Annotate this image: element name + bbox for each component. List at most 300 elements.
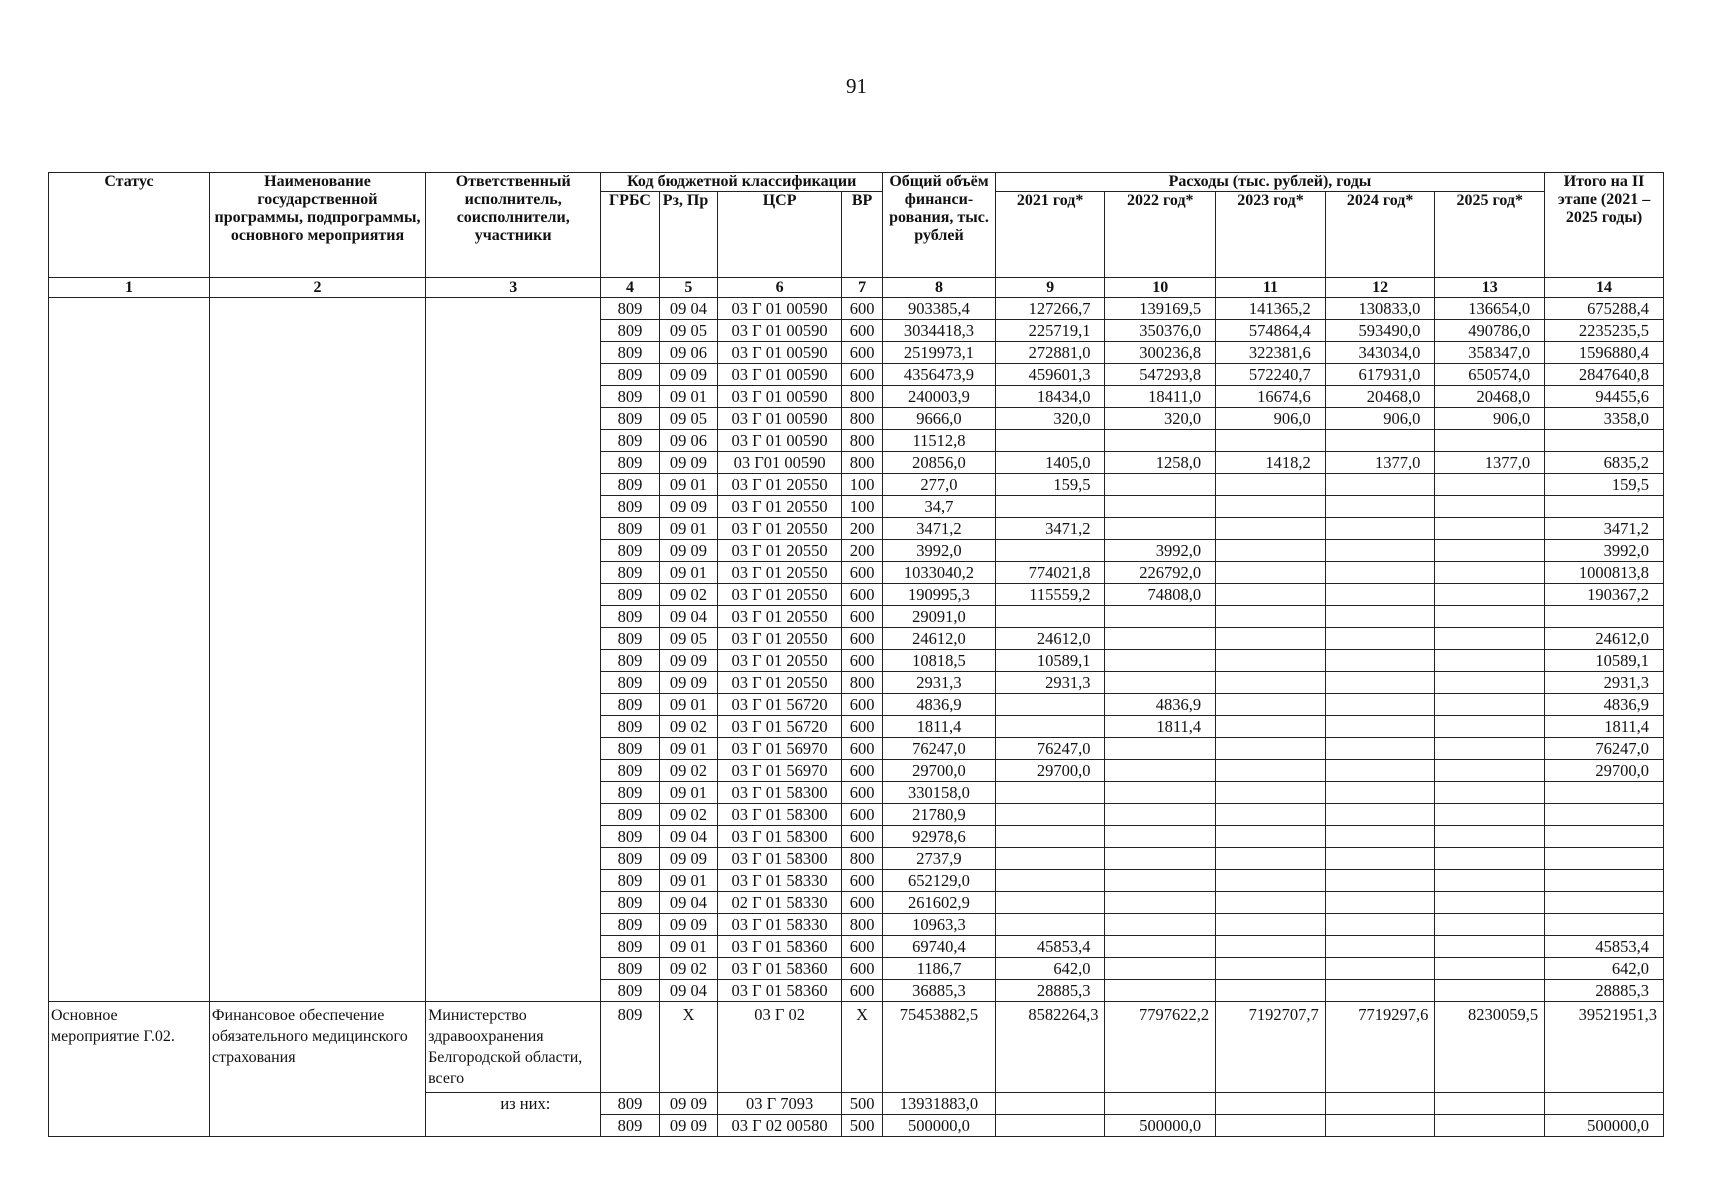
- cell-y2022: 320,0: [1105, 408, 1216, 430]
- cell-grbs: 809: [601, 320, 659, 342]
- cell-y2021: 1405,0: [995, 452, 1105, 474]
- cell-y2022: 4836,9: [1105, 694, 1216, 716]
- cell-grbs: 809: [601, 474, 659, 496]
- cell-itogo: [1545, 870, 1664, 892]
- cell-grbs: 809: [601, 650, 659, 672]
- cell-y2022: [1105, 804, 1216, 826]
- cell-vr: 500: [842, 1115, 883, 1137]
- cell-rzpr: 09 02: [659, 760, 717, 782]
- cell-y2023: [1216, 980, 1326, 1002]
- cell-y2021: [995, 1115, 1105, 1137]
- column-number: 13: [1435, 278, 1545, 298]
- cell-y2023: [1216, 672, 1326, 694]
- cell-y2023: [1216, 496, 1326, 518]
- event-cell-y2025: 8230059,5: [1435, 1002, 1545, 1093]
- cell-itogo: 3358,0: [1545, 408, 1664, 430]
- column-number: 14: [1545, 278, 1664, 298]
- cell-csr: 03 Г 01 20550: [718, 584, 842, 606]
- column-number: 8: [883, 278, 996, 298]
- event-cell-total: 75453882,5: [883, 1002, 996, 1093]
- cell-y2025: [1435, 650, 1545, 672]
- cell-y2022: 1811,4: [1105, 716, 1216, 738]
- cell-y2023: [1216, 716, 1326, 738]
- cell-rzpr: 09 09: [659, 496, 717, 518]
- cell-grbs: 809: [601, 298, 659, 320]
- cell-rzpr: 09 05: [659, 320, 717, 342]
- cell-y2021: 459601,3: [995, 364, 1105, 386]
- cell-total: 190995,3: [883, 584, 996, 606]
- blank-status: [49, 298, 210, 1002]
- cell-total: 29091,0: [883, 606, 996, 628]
- cell-itogo: [1545, 1093, 1664, 1115]
- cell-csr: 03 Г 7093: [718, 1093, 842, 1115]
- iz-nih-label: из них:: [426, 1093, 601, 1137]
- cell-rzpr: 09 02: [659, 584, 717, 606]
- cell-grbs: 809: [601, 452, 659, 474]
- cell-rzpr: 09 04: [659, 892, 717, 914]
- cell-y2023: [1216, 606, 1326, 628]
- event-executor: Министерство здравоохранения Белгородской области, всего: [426, 1002, 601, 1093]
- cell-y2022: [1105, 1093, 1216, 1115]
- cell-y2021: 2931,3: [995, 672, 1105, 694]
- cell-y2025: [1435, 782, 1545, 804]
- cell-rzpr: 09 01: [659, 738, 717, 760]
- cell-itogo: 675288,4: [1545, 298, 1664, 320]
- header-executor: Ответственный исполнитель, соисполнители, участники: [426, 173, 601, 278]
- cell-y2022: [1105, 870, 1216, 892]
- event-cell-y2023: 7192707,7: [1216, 1002, 1326, 1093]
- cell-y2025: [1435, 562, 1545, 584]
- cell-y2021: 3471,2: [995, 518, 1105, 540]
- cell-total: 1811,4: [883, 716, 996, 738]
- cell-total: 652129,0: [883, 870, 996, 892]
- cell-itogo: 24612,0: [1545, 628, 1664, 650]
- cell-itogo: 4836,9: [1545, 694, 1664, 716]
- cell-itogo: 642,0: [1545, 958, 1664, 980]
- cell-csr: 03 Г 01 00590: [718, 408, 842, 430]
- cell-vr: 600: [842, 870, 883, 892]
- cell-csr: 03 Г 01 58300: [718, 782, 842, 804]
- cell-y2024: [1325, 694, 1435, 716]
- cell-y2025: [1435, 958, 1545, 980]
- cell-csr: 03 Г 01 00590: [718, 320, 842, 342]
- cell-y2022: [1105, 518, 1216, 540]
- cell-y2022: 350376,0: [1105, 320, 1216, 342]
- header-vr: ВР: [842, 192, 883, 278]
- cell-csr: 03 Г 01 56970: [718, 760, 842, 782]
- cell-vr: 800: [842, 914, 883, 936]
- event-cell-y2021: 8582264,3: [995, 1002, 1105, 1093]
- column-number: 12: [1325, 278, 1435, 298]
- cell-y2022: [1105, 760, 1216, 782]
- cell-y2025: [1435, 760, 1545, 782]
- cell-y2024: [1325, 672, 1435, 694]
- cell-y2025: [1435, 540, 1545, 562]
- cell-y2025: 1377,0: [1435, 452, 1545, 474]
- cell-y2024: [1325, 826, 1435, 848]
- cell-y2025: [1435, 1093, 1545, 1115]
- cell-csr: 03 Г 01 20550: [718, 650, 842, 672]
- cell-grbs: 809: [601, 782, 659, 804]
- cell-csr: 03 Г 01 00590: [718, 298, 842, 320]
- cell-itogo: 1596880,4: [1545, 342, 1664, 364]
- cell-y2024: [1325, 870, 1435, 892]
- header-csr: ЦСР: [718, 192, 842, 278]
- cell-itogo: [1545, 914, 1664, 936]
- cell-csr: 03 Г 01 58360: [718, 958, 842, 980]
- cell-csr: 03 Г 01 00590: [718, 364, 842, 386]
- cell-rzpr: 09 09: [659, 914, 717, 936]
- cell-csr: 03 Г 01 58360: [718, 980, 842, 1002]
- cell-y2024: [1325, 958, 1435, 980]
- cell-itogo: [1545, 782, 1664, 804]
- cell-grbs: 809: [601, 892, 659, 914]
- cell-csr: 03 Г 01 00590: [718, 430, 842, 452]
- cell-rzpr: 09 01: [659, 562, 717, 584]
- cell-y2021: [995, 606, 1105, 628]
- cell-rzpr: 09 09: [659, 540, 717, 562]
- cell-y2023: [1216, 628, 1326, 650]
- cell-total: 2737,9: [883, 848, 996, 870]
- cell-y2022: [1105, 848, 1216, 870]
- cell-grbs: 809: [601, 606, 659, 628]
- cell-itogo: 28885,3: [1545, 980, 1664, 1002]
- cell-total: 3992,0: [883, 540, 996, 562]
- cell-vr: 600: [842, 364, 883, 386]
- cell-y2025: [1435, 584, 1545, 606]
- cell-grbs: 809: [601, 870, 659, 892]
- cell-rzpr: 09 01: [659, 386, 717, 408]
- cell-total: 277,0: [883, 474, 996, 496]
- cell-y2022: 18411,0: [1105, 386, 1216, 408]
- cell-itogo: [1545, 892, 1664, 914]
- cell-vr: 100: [842, 496, 883, 518]
- cell-y2021: [995, 496, 1105, 518]
- cell-y2022: [1105, 980, 1216, 1002]
- cell-itogo: 2847640,8: [1545, 364, 1664, 386]
- cell-grbs: 809: [601, 980, 659, 1002]
- cell-csr: 03 Г 01 56970: [718, 738, 842, 760]
- cell-y2022: [1105, 826, 1216, 848]
- cell-grbs: 809: [601, 540, 659, 562]
- cell-y2021: 76247,0: [995, 738, 1105, 760]
- cell-total: 3034418,3: [883, 320, 996, 342]
- cell-y2022: 226792,0: [1105, 562, 1216, 584]
- cell-vr: 800: [842, 452, 883, 474]
- cell-csr: 03 Г 01 20550: [718, 518, 842, 540]
- table-body: [49, 298, 1664, 1137]
- cell-itogo: [1545, 826, 1664, 848]
- cell-rzpr: 09 01: [659, 936, 717, 958]
- header-status: Статус: [49, 173, 210, 278]
- cell-y2025: [1435, 848, 1545, 870]
- cell-y2022: 1258,0: [1105, 452, 1216, 474]
- cell-itogo: 3471,2: [1545, 518, 1664, 540]
- cell-grbs: 809: [601, 342, 659, 364]
- cell-vr: 800: [842, 408, 883, 430]
- cell-y2021: [995, 540, 1105, 562]
- cell-y2021: 24612,0: [995, 628, 1105, 650]
- cell-csr: 03 Г 01 20550: [718, 606, 842, 628]
- cell-y2022: [1105, 430, 1216, 452]
- cell-y2023: [1216, 430, 1326, 452]
- cell-y2024: [1325, 650, 1435, 672]
- cell-itogo: 3992,0: [1545, 540, 1664, 562]
- cell-total: 10818,5: [883, 650, 996, 672]
- cell-itogo: [1545, 496, 1664, 518]
- cell-y2023: [1216, 1093, 1326, 1115]
- cell-y2022: [1105, 914, 1216, 936]
- cell-y2021: 272881,0: [995, 342, 1105, 364]
- cell-grbs: 809: [601, 408, 659, 430]
- cell-y2024: [1325, 892, 1435, 914]
- cell-vr: 200: [842, 540, 883, 562]
- cell-total: 903385,4: [883, 298, 996, 320]
- cell-rzpr: 09 05: [659, 628, 717, 650]
- cell-rzpr: 09 01: [659, 518, 717, 540]
- cell-grbs: 809: [601, 760, 659, 782]
- cell-y2023: [1216, 540, 1326, 562]
- cell-grbs: 809: [601, 628, 659, 650]
- cell-y2021: 225719,1: [995, 320, 1105, 342]
- cell-y2024: [1325, 760, 1435, 782]
- cell-total: 1186,7: [883, 958, 996, 980]
- cell-rzpr: 09 04: [659, 980, 717, 1002]
- cell-y2025: [1435, 496, 1545, 518]
- cell-csr: 03 Г 01 58360: [718, 936, 842, 958]
- cell-vr: 600: [842, 936, 883, 958]
- header-name: Наименование государственной программы, подпрограммы, основного мероприятия: [209, 173, 425, 278]
- cell-vr: 600: [842, 562, 883, 584]
- cell-total: 4356473,9: [883, 364, 996, 386]
- cell-y2022: [1105, 496, 1216, 518]
- cell-vr: 600: [842, 804, 883, 826]
- cell-y2025: 490786,0: [1435, 320, 1545, 342]
- cell-total: 1033040,2: [883, 562, 996, 584]
- cell-y2021: [995, 914, 1105, 936]
- cell-y2025: [1435, 738, 1545, 760]
- cell-y2023: [1216, 760, 1326, 782]
- cell-rzpr: 09 04: [659, 826, 717, 848]
- cell-csr: 03 Г 01 56720: [718, 694, 842, 716]
- cell-grbs: 809: [601, 364, 659, 386]
- cell-y2022: [1105, 474, 1216, 496]
- cell-y2024: [1325, 430, 1435, 452]
- cell-rzpr: 09 02: [659, 804, 717, 826]
- cell-grbs: 809: [601, 936, 659, 958]
- cell-y2021: 18434,0: [995, 386, 1105, 408]
- cell-y2021: [995, 694, 1105, 716]
- event-cell-csr: 03 Г 02: [718, 1002, 842, 1093]
- cell-y2024: [1325, 782, 1435, 804]
- cell-total: 69740,4: [883, 936, 996, 958]
- cell-vr: 800: [842, 386, 883, 408]
- cell-y2023: [1216, 584, 1326, 606]
- cell-y2022: [1105, 738, 1216, 760]
- column-number-row: [49, 278, 1664, 298]
- cell-y2024: 906,0: [1325, 408, 1435, 430]
- cell-y2023: 574864,4: [1216, 320, 1326, 342]
- cell-y2021: [995, 716, 1105, 738]
- blank-name: [209, 298, 425, 1002]
- cell-rzpr: 09 06: [659, 342, 717, 364]
- cell-y2023: 16674,6: [1216, 386, 1326, 408]
- cell-y2025: [1435, 914, 1545, 936]
- cell-y2023: [1216, 804, 1326, 826]
- cell-y2023: [1216, 892, 1326, 914]
- cell-vr: 600: [842, 892, 883, 914]
- cell-y2024: [1325, 518, 1435, 540]
- cell-itogo: 76247,0: [1545, 738, 1664, 760]
- cell-grbs: 809: [601, 1115, 659, 1137]
- cell-rzpr: 09 09: [659, 848, 717, 870]
- cell-csr: 03 Г 01 58330: [718, 870, 842, 892]
- cell-y2025: [1435, 672, 1545, 694]
- cell-csr: 03 Г 01 20550: [718, 628, 842, 650]
- cell-y2025: [1435, 474, 1545, 496]
- cell-y2023: [1216, 562, 1326, 584]
- budget-table: [48, 172, 1664, 1137]
- cell-itogo: [1545, 848, 1664, 870]
- cell-y2021: 320,0: [995, 408, 1105, 430]
- cell-vr: 800: [842, 848, 883, 870]
- cell-itogo: [1545, 430, 1664, 452]
- cell-csr: 03 Г 01 00590: [718, 342, 842, 364]
- cell-vr: 600: [842, 606, 883, 628]
- cell-y2021: [995, 430, 1105, 452]
- cell-y2024: [1325, 628, 1435, 650]
- cell-y2023: [1216, 826, 1326, 848]
- cell-total: 261602,9: [883, 892, 996, 914]
- cell-vr: 600: [842, 826, 883, 848]
- header-expenses: Расходы (тыс. рублей), годы: [995, 173, 1544, 192]
- cell-rzpr: 09 04: [659, 298, 717, 320]
- event-cell-y2022: 7797622,2: [1105, 1002, 1216, 1093]
- column-number: 11: [1216, 278, 1326, 298]
- cell-total: 92978,6: [883, 826, 996, 848]
- cell-grbs: 809: [601, 914, 659, 936]
- cell-vr: 500: [842, 1093, 883, 1115]
- blank-executor: [426, 298, 601, 1002]
- cell-y2021: [995, 848, 1105, 870]
- cell-vr: 800: [842, 672, 883, 694]
- column-number: 2: [209, 278, 425, 298]
- cell-total: 4836,9: [883, 694, 996, 716]
- cell-y2024: [1325, 1115, 1435, 1137]
- event-status: Основное мероприятие Г.02.: [49, 1002, 210, 1137]
- column-number: 9: [995, 278, 1105, 298]
- cell-y2025: [1435, 870, 1545, 892]
- cell-vr: 600: [842, 782, 883, 804]
- cell-y2025: 20468,0: [1435, 386, 1545, 408]
- cell-y2022: [1105, 650, 1216, 672]
- cell-y2025: [1435, 936, 1545, 958]
- cell-y2025: [1435, 628, 1545, 650]
- event-cell-itogo: 39521951,3: [1545, 1002, 1664, 1093]
- header-2021: 2021 год*: [995, 192, 1105, 278]
- cell-y2022: 547293,8: [1105, 364, 1216, 386]
- cell-rzpr: 09 01: [659, 870, 717, 892]
- cell-csr: 03 Г 01 20550: [718, 562, 842, 584]
- cell-total: 20856,0: [883, 452, 996, 474]
- cell-csr: 03 Г 01 20550: [718, 672, 842, 694]
- cell-y2021: [995, 870, 1105, 892]
- cell-total: 10963,3: [883, 914, 996, 936]
- cell-itogo: 10589,1: [1545, 650, 1664, 672]
- cell-y2023: 572240,7: [1216, 364, 1326, 386]
- cell-itogo: 6835,2: [1545, 452, 1664, 474]
- cell-y2021: 45853,4: [995, 936, 1105, 958]
- cell-y2023: [1216, 958, 1326, 980]
- cell-y2025: [1435, 826, 1545, 848]
- cell-itogo: 1811,4: [1545, 716, 1664, 738]
- header-kbk: Код бюджетной классификации: [601, 173, 883, 192]
- cell-y2021: [995, 804, 1105, 826]
- event-name: Финансовое обеспечение обязательного медицинского страхования: [209, 1002, 425, 1137]
- cell-y2025: 650574,0: [1435, 364, 1545, 386]
- cell-total: 21780,9: [883, 804, 996, 826]
- cell-y2025: [1435, 716, 1545, 738]
- cell-y2021: 642,0: [995, 958, 1105, 980]
- cell-total: 36885,3: [883, 980, 996, 1002]
- cell-y2022: 74808,0: [1105, 584, 1216, 606]
- cell-total: 9666,0: [883, 408, 996, 430]
- cell-rzpr: 09 01: [659, 474, 717, 496]
- cell-rzpr: 09 02: [659, 958, 717, 980]
- cell-y2023: [1216, 1115, 1326, 1137]
- cell-y2022: [1105, 606, 1216, 628]
- cell-y2021: 127266,7: [995, 298, 1105, 320]
- cell-y2021: 159,5: [995, 474, 1105, 496]
- cell-csr: 03 Г 01 58300: [718, 826, 842, 848]
- cell-y2024: 593490,0: [1325, 320, 1435, 342]
- cell-vr: 600: [842, 738, 883, 760]
- cell-y2024: [1325, 980, 1435, 1002]
- cell-y2023: [1216, 474, 1326, 496]
- cell-csr: 03 Г 01 20550: [718, 474, 842, 496]
- cell-itogo: 29700,0: [1545, 760, 1664, 782]
- cell-y2023: 906,0: [1216, 408, 1326, 430]
- cell-grbs: 809: [601, 386, 659, 408]
- cell-total: 24612,0: [883, 628, 996, 650]
- cell-itogo: 500000,0: [1545, 1115, 1664, 1137]
- column-number: 1: [49, 278, 210, 298]
- cell-y2022: [1105, 892, 1216, 914]
- cell-y2024: [1325, 474, 1435, 496]
- cell-grbs: 809: [601, 848, 659, 870]
- cell-rzpr: 09 01: [659, 694, 717, 716]
- cell-y2022: [1105, 936, 1216, 958]
- cell-y2023: 1418,2: [1216, 452, 1326, 474]
- cell-rzpr: 09 09: [659, 1093, 717, 1115]
- cell-y2023: [1216, 936, 1326, 958]
- cell-vr: 600: [842, 650, 883, 672]
- cell-rzpr: 09 09: [659, 650, 717, 672]
- cell-y2021: 29700,0: [995, 760, 1105, 782]
- cell-total: 2931,3: [883, 672, 996, 694]
- cell-itogo: 1000813,8: [1545, 562, 1664, 584]
- cell-itogo: 2931,3: [1545, 672, 1664, 694]
- cell-rzpr: 09 09: [659, 1115, 717, 1137]
- cell-rzpr: 09 04: [659, 606, 717, 628]
- header-rzpr: Рз, Пр: [659, 192, 717, 278]
- cell-total: 3471,2: [883, 518, 996, 540]
- cell-csr: 03 Г 01 58300: [718, 804, 842, 826]
- cell-y2024: 1377,0: [1325, 452, 1435, 474]
- cell-rzpr: 09 05: [659, 408, 717, 430]
- cell-total: 500000,0: [883, 1115, 996, 1137]
- cell-itogo: 159,5: [1545, 474, 1664, 496]
